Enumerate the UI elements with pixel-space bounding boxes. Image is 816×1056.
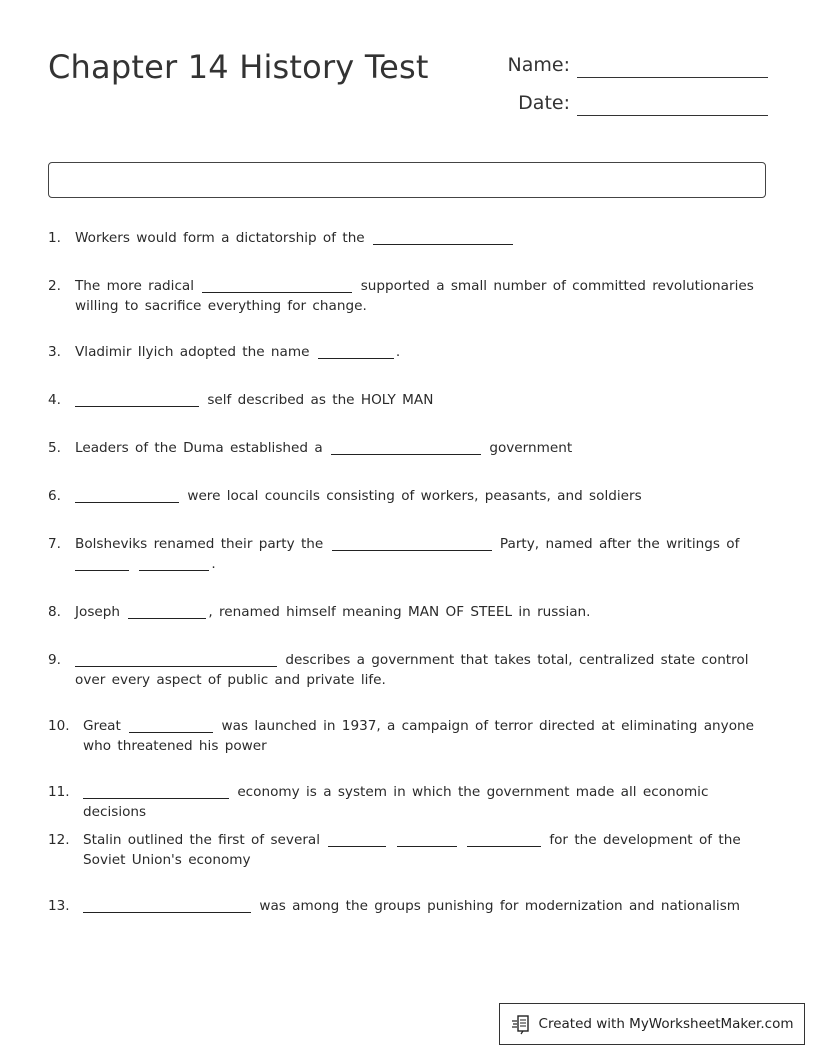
page-title: Chapter 14 History Test bbox=[48, 48, 429, 86]
question-text: self described as the HOLY MAN bbox=[75, 390, 768, 410]
question-number: 4. bbox=[48, 392, 61, 408]
answer-blank[interactable] bbox=[75, 556, 129, 571]
name-input-line[interactable] bbox=[577, 53, 768, 78]
answer-blank[interactable] bbox=[139, 556, 209, 571]
answer-blank[interactable] bbox=[318, 344, 394, 359]
question-text: was among the groups punishing for modernization and nationalism bbox=[83, 896, 768, 916]
date-label: Date: bbox=[518, 92, 570, 114]
answer-blank[interactable] bbox=[373, 230, 513, 245]
question-number: 5. bbox=[48, 440, 61, 456]
answer-blank[interactable] bbox=[397, 832, 457, 847]
question-number: 7. bbox=[48, 536, 61, 552]
question-text: Bolsheviks renamed their party the Party, named after the writings of . bbox=[75, 536, 740, 572]
question-number: 10. bbox=[48, 718, 70, 734]
answer-blank[interactable] bbox=[129, 718, 213, 733]
question-number: 8. bbox=[48, 604, 61, 620]
question-number: 6. bbox=[48, 488, 61, 504]
question-text: Stalin outlined the first of several for the development of the Soviet Union's economy bbox=[83, 832, 741, 868]
answer-blank[interactable] bbox=[328, 832, 386, 847]
question-text: Great was launched in 1937, a campaign of terror directed at eliminating anyone who threatened his power bbox=[83, 718, 755, 754]
question-number: 3. bbox=[48, 344, 61, 360]
answer-blank[interactable] bbox=[202, 278, 352, 293]
date-field[interactable] bbox=[470, 86, 768, 116]
answer-blank[interactable] bbox=[128, 604, 206, 619]
date-input-line[interactable] bbox=[577, 91, 768, 116]
question-text: were local councils consisting of workers, peasants, and soldiers bbox=[75, 486, 768, 506]
question-number: 2. bbox=[48, 278, 61, 294]
name-label: Name: bbox=[507, 54, 570, 76]
answer-blank[interactable] bbox=[331, 440, 481, 455]
answer-blank[interactable] bbox=[83, 898, 251, 913]
question-text: Joseph , renamed himself meaning MAN OF STEEL in russian. bbox=[75, 604, 591, 620]
footer-text: Created with MyWorksheetMaker.com bbox=[538, 1016, 794, 1032]
question-text: Vladimir Ilyich adopted the name . bbox=[75, 344, 401, 360]
answer-blank[interactable] bbox=[75, 488, 179, 503]
question-number: 12. bbox=[48, 832, 70, 848]
answer-blank[interactable] bbox=[332, 536, 492, 551]
question-text: Leaders of the Duma established a government bbox=[75, 440, 573, 456]
question-number: 11. bbox=[48, 784, 70, 800]
question-text: Workers would form a dictatorship of the bbox=[75, 228, 768, 248]
question-text: The more radical supported a small number of committed revolutionaries willing to sacrifice everything for change. bbox=[75, 278, 754, 314]
answer-blank[interactable] bbox=[75, 392, 199, 407]
footer-credit[interactable] bbox=[499, 1003, 805, 1045]
question-text: describes a government that takes total, centralized state control over every aspect of public and private life. bbox=[75, 652, 749, 688]
question-number: 9. bbox=[48, 652, 61, 668]
answer-blank[interactable] bbox=[467, 832, 541, 847]
worksheet-maker-logo-icon bbox=[511, 1013, 533, 1035]
question-number: 13. bbox=[48, 898, 70, 914]
name-field[interactable] bbox=[470, 48, 768, 78]
instructions-box bbox=[48, 162, 766, 198]
question-text: economy is a system in which the government made all economic decisions bbox=[83, 784, 709, 820]
question-number: 1. bbox=[48, 230, 61, 246]
answer-blank[interactable] bbox=[75, 652, 277, 667]
answer-blank[interactable] bbox=[83, 784, 229, 799]
